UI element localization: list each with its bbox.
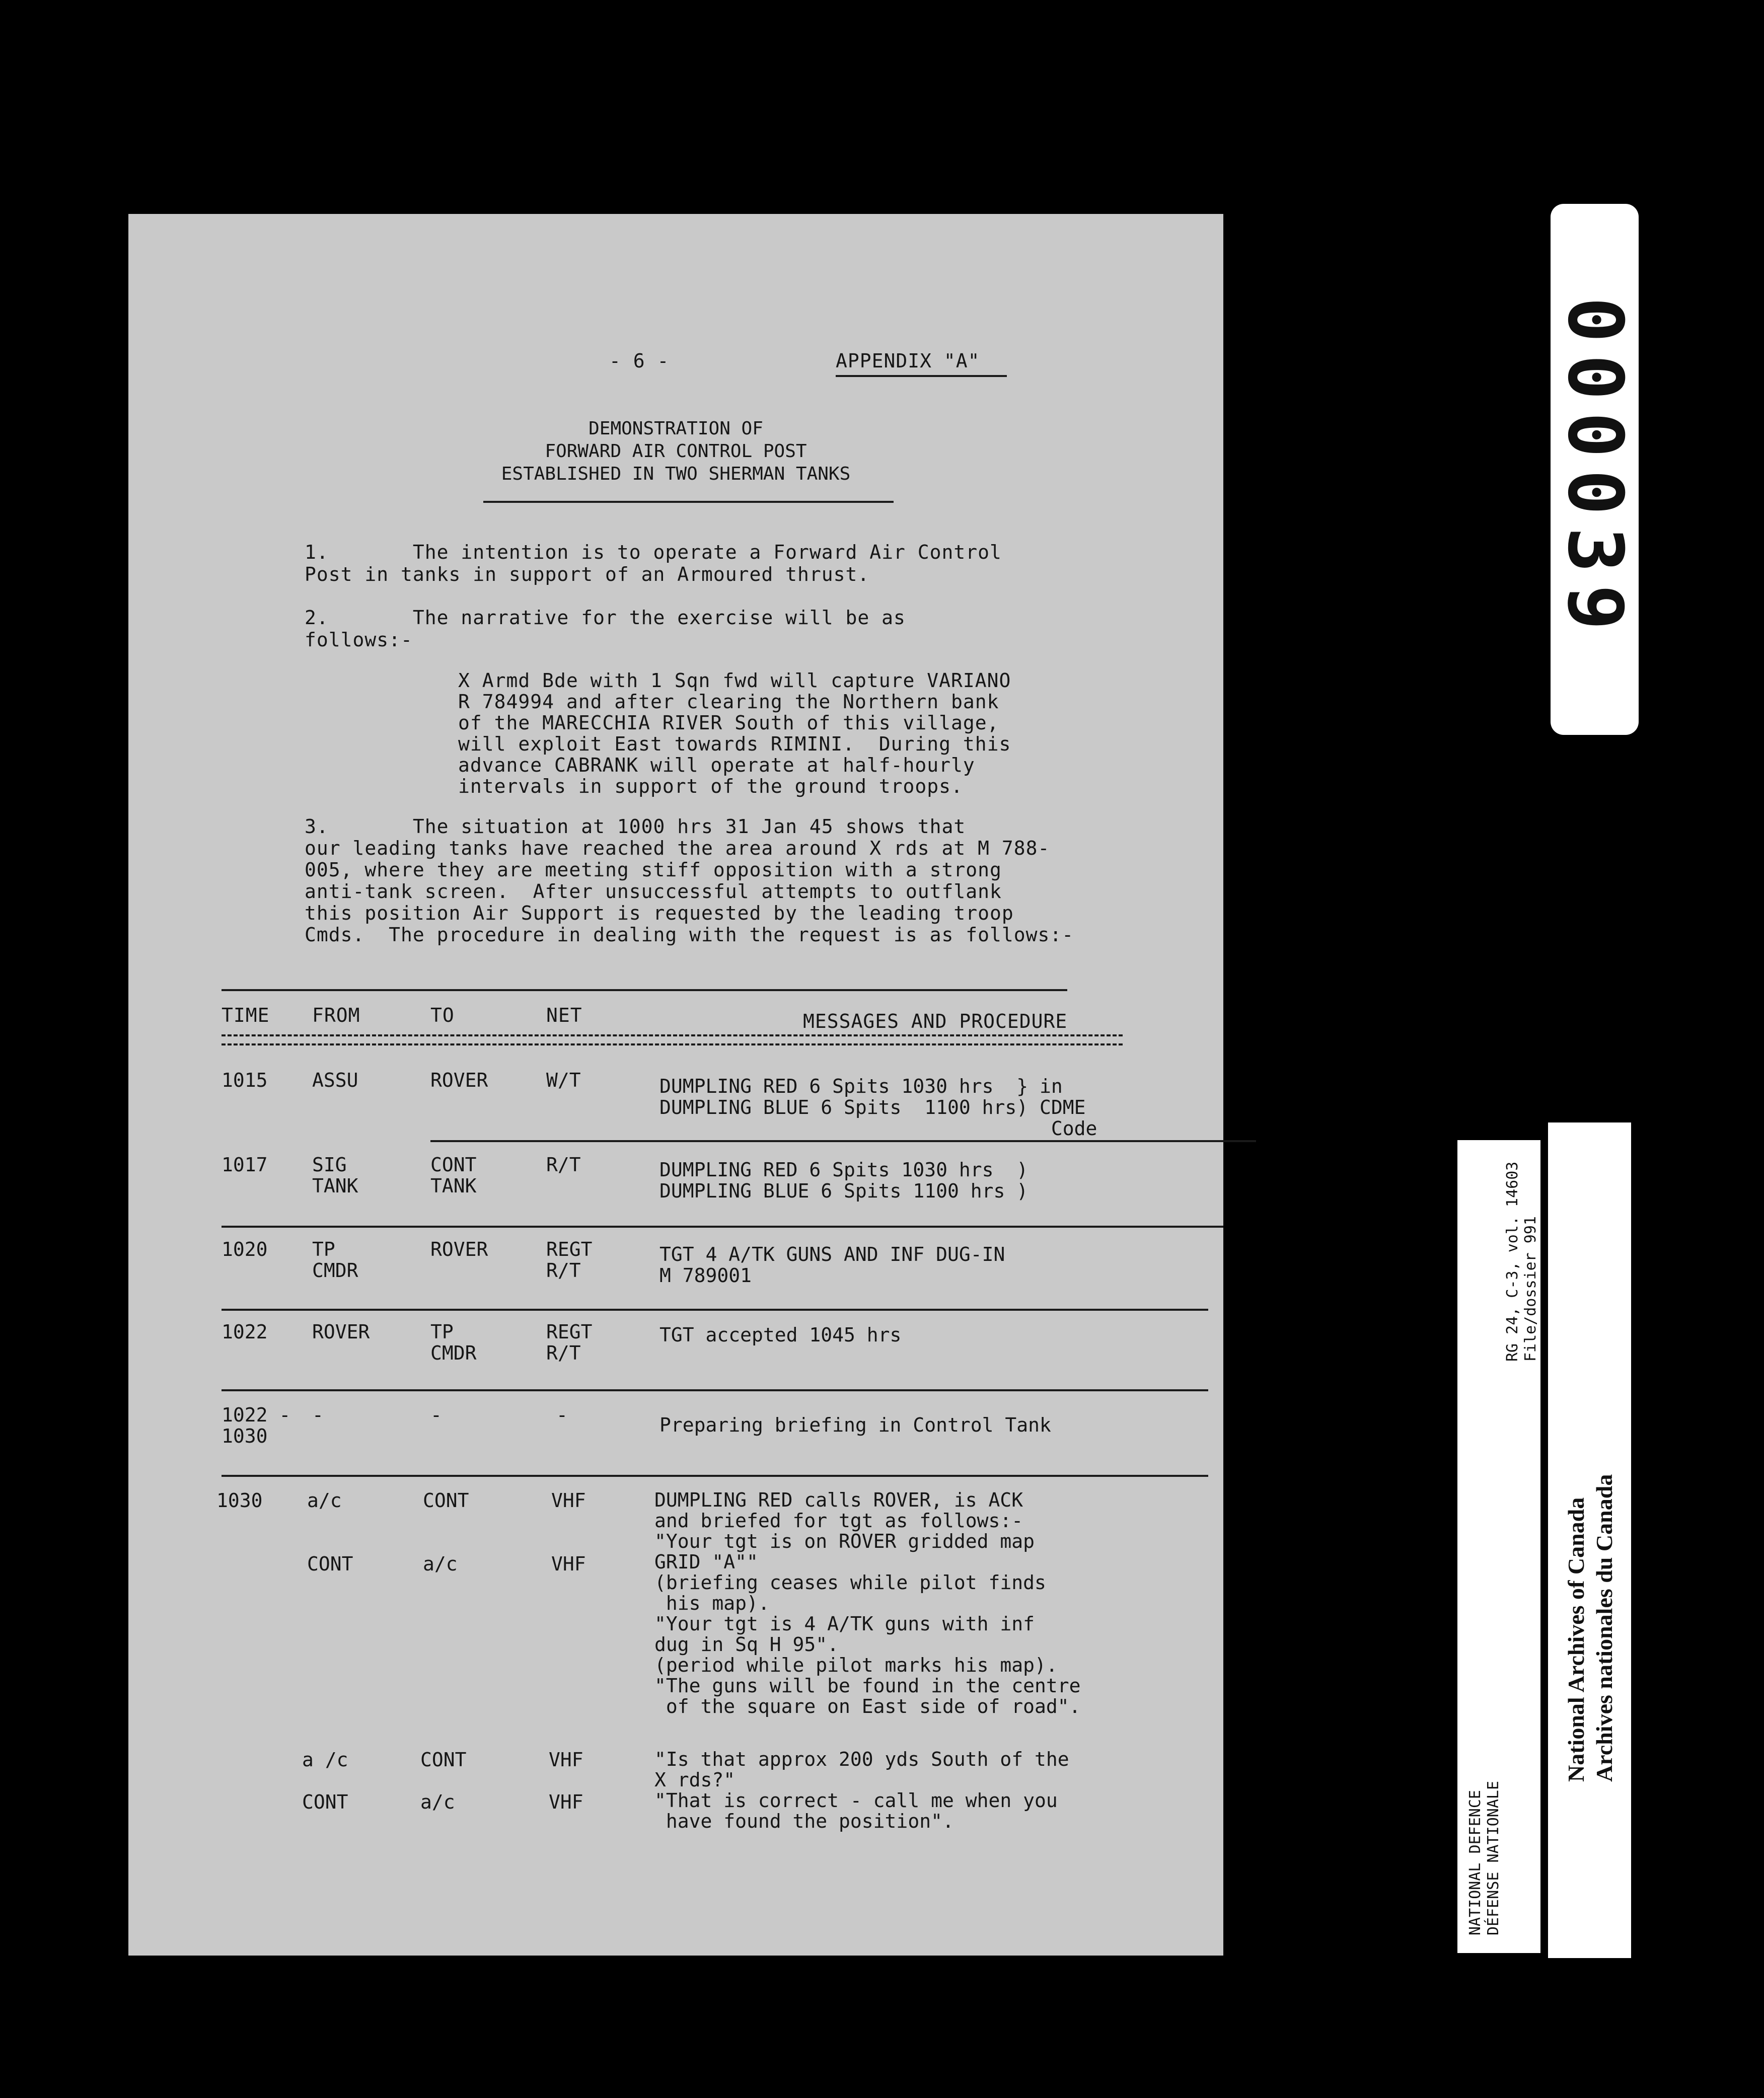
document-page [128, 214, 1223, 1956]
cell-time: 1022 [222, 1321, 268, 1343]
row-separator [222, 1226, 1223, 1228]
archive-number: 000039 [1551, 296, 1639, 642]
paragraph-1-line-2: Post in tanks in support of an Armoured thrust. [305, 563, 870, 585]
cell-net: REGT R/T [546, 1238, 593, 1282]
cell-to: - [430, 1404, 442, 1426]
cell-message: DUMPLING RED calls ROVER, is ACK and briefed for tgt as follows:- "Your tgt is on ROVER gridded map GRID "A"" (briefing ceases while pilot finds his map). "Your tgt is 4 A/TK guns with inf dug in Sq H 95". (period while pilot marks his map). "The guns will be found in the centre of the square on East side of road". [654, 1489, 1081, 1717]
paragraph-3-line-1: 3. The situation at 1000 hrs 31 Jan 45 shows that [305, 815, 966, 838]
cell-net: R/T [546, 1154, 581, 1176]
cell-message: DUMPLING RED 6 Spits 1030 hrs } in DUMPLING BLUE 6 Spits 1100 hrs) CDME Code [659, 1075, 1097, 1140]
reference-line-1: RG 24, C-3, vol. 14603 [1504, 1161, 1521, 1362]
header-time: TIME [222, 1004, 270, 1026]
cell-to: CONT a/c [420, 1749, 467, 1813]
paragraph-3-line-4: anti-tank screen. After unsuccessful attempts to outflank [305, 880, 1002, 903]
paragraph-3-line-2: our leading tanks have reached the area around X rds at M 788- [305, 837, 1050, 859]
paragraph-2-line-1: 2. The narrative for the exercise will be as [305, 607, 906, 629]
cell-to: ROVER [430, 1069, 488, 1091]
cell-to: ROVER [430, 1238, 488, 1260]
header-net: NET [546, 1004, 582, 1026]
cell-from: TP CMDR [312, 1238, 358, 1282]
cell-time: 1030 [216, 1489, 263, 1512]
header-double-rule [222, 1034, 1123, 1045]
row-separator [222, 1475, 1208, 1477]
narrative-line-1: X Armd Bde with 1 Sqn fwd will capture VARIANO [458, 669, 1011, 692]
national-defence-fr: DÉFENSE NATIONALE [1485, 1780, 1502, 1935]
narrative-line-2: R 784994 and after clearing the Northern bank [458, 691, 999, 713]
header-to: TO [430, 1004, 455, 1026]
row-separator [430, 1140, 1256, 1142]
cell-to: TP CMDR [430, 1321, 477, 1364]
cell-from: a /c CONT [302, 1749, 348, 1813]
narrative-line-5: advance CABRANK will operate at half-hourly [458, 754, 975, 776]
cell-net: VHF VHF [549, 1749, 583, 1813]
paragraph-1-line-1: 1. The intention is to operate a Forward Air Control [305, 541, 1002, 563]
cell-net: VHF VHF [551, 1489, 586, 1575]
archives-label [1548, 1122, 1631, 1958]
cell-net: - [556, 1404, 568, 1426]
title-rule [483, 501, 894, 503]
table-top-rule [222, 989, 1067, 991]
cell-from: ASSU [312, 1069, 358, 1091]
cell-from: a/c CONT [307, 1489, 353, 1575]
paragraph-3-line-6: Cmds. The procedure in dealing with the request is as follows:- [305, 924, 1074, 946]
cell-time: 1017 [222, 1154, 268, 1176]
cell-from: SIG TANK [312, 1154, 358, 1197]
header-from: FROM [312, 1004, 360, 1026]
title-line-2: FORWARD AIR CONTROL POST [545, 441, 807, 462]
cell-message: TGT accepted 1045 hrs [659, 1324, 902, 1346]
cell-net: REGT R/T [546, 1321, 593, 1364]
title-line-1: DEMONSTRATION OF [589, 418, 763, 439]
paragraph-3-line-3: 005, where they are meeting stiff opposition with a strong [305, 859, 1002, 881]
title-line-3: ESTABLISHED IN TWO SHERMAN TANKS [501, 464, 851, 484]
cell-time: 1015 [222, 1069, 268, 1091]
national-defence-en: NATIONAL DEFENCE [1466, 1790, 1484, 1935]
archives-fr: Archives nationales du Canada [1591, 1474, 1617, 1782]
page-number: - 6 - [609, 350, 670, 372]
cell-message: "Is that approx 200 yds South of the X rds?" "That is correct - call me when you have found the position". [654, 1748, 1069, 1832]
national-defence-label [1457, 1140, 1540, 1953]
row-separator [222, 1389, 1208, 1391]
appendix-label: APPENDIX "A" [836, 350, 980, 372]
archives-en: National Archives of Canada [1563, 1497, 1589, 1782]
header-messages: MESSAGES AND PROCEDURE [803, 1010, 1068, 1032]
row-separator [222, 1309, 1208, 1311]
narrative-line-4: will exploit East towards RIMINI. During this [458, 733, 1011, 755]
cell-net: W/T [546, 1069, 581, 1091]
cell-from: - [312, 1404, 324, 1426]
cell-from: ROVER [312, 1321, 370, 1343]
cell-time: 1020 [222, 1238, 268, 1260]
cell-message: TGT 4 A/TK GUNS AND INF DUG-IN M 789001 [659, 1243, 1005, 1287]
cell-message: Preparing briefing in Control Tank [659, 1414, 1051, 1436]
narrative-line-6: intervals in support of the ground troops. [458, 775, 963, 797]
cell-time: 1022 - 1030 [222, 1404, 291, 1447]
cell-to: CONT TANK [430, 1154, 477, 1197]
narrative-line-3: of the MARECCHIA RIVER South of this village, [458, 712, 999, 734]
paragraph-2-line-2: follows:- [305, 629, 413, 651]
reference-line-2: File/dossier 991 [1522, 1216, 1539, 1362]
paragraph-3-line-5: this position Air Support is requested by the leading troop [305, 902, 1014, 924]
archive-number-stamp [1551, 204, 1639, 735]
appendix-underline [836, 375, 1007, 377]
cell-to: CONT a/c [423, 1489, 469, 1575]
cell-message: DUMPLING RED 6 Spits 1030 hrs ) DUMPLING BLUE 6 Spits 1100 hrs ) [659, 1159, 1028, 1202]
